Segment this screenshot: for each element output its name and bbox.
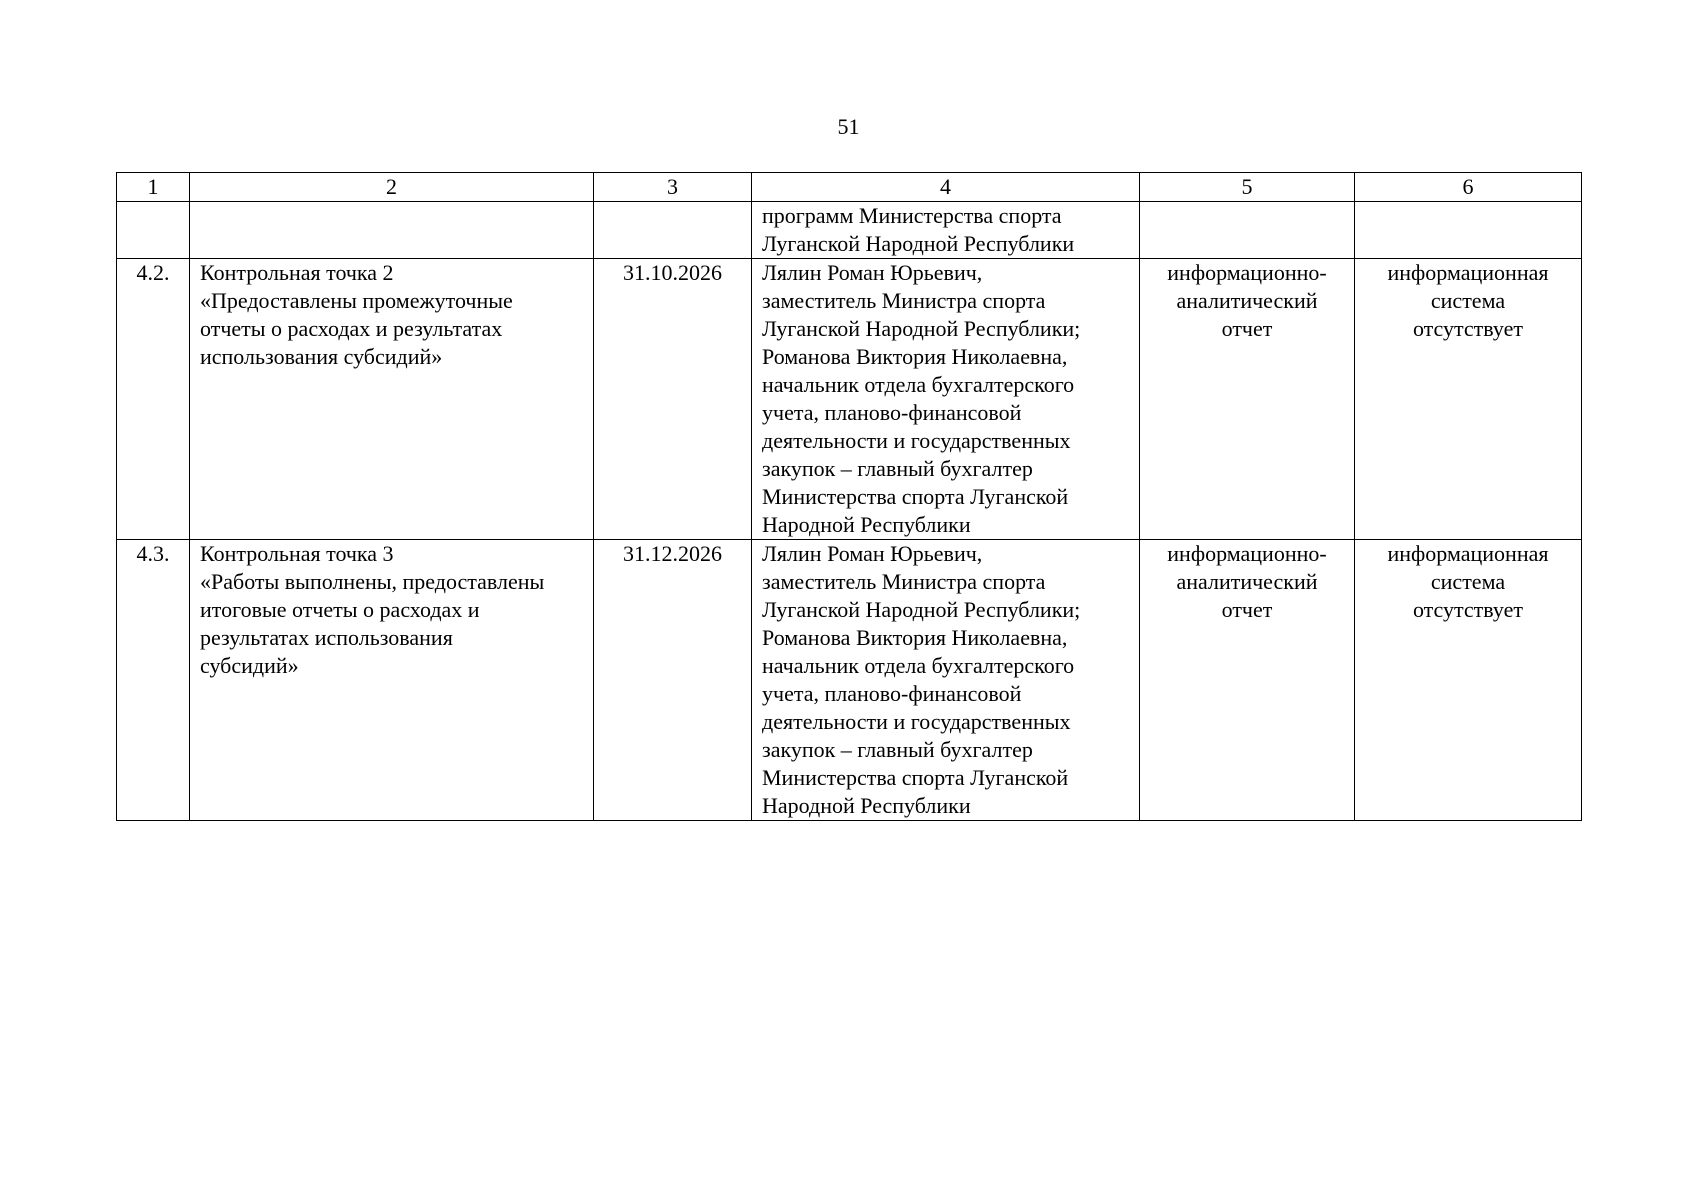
cell-responsible-line: учета, планово-финансовой — [762, 400, 1022, 425]
cell-info-system-line: отсутствует — [1412, 316, 1524, 341]
column-header-2: 2 — [190, 173, 594, 202]
cell-date — [594, 202, 752, 259]
cell-info-system-line: отсутствует — [1412, 597, 1524, 622]
cell-number: 4.2. — [117, 259, 190, 540]
cell-responsible — [752, 259, 1140, 540]
column-header-5: 5 — [1140, 173, 1355, 202]
cell-control-point-line: Контрольная точка 3 — [200, 541, 394, 566]
table-row — [117, 540, 1582, 821]
cell-control-point-line: результатах использования — [200, 625, 453, 650]
cell-number — [117, 202, 190, 259]
column-header-4: 4 — [752, 173, 1140, 202]
cell-responsible — [752, 202, 1140, 259]
cell-document-type-line: аналитический — [1176, 288, 1318, 313]
cell-responsible — [752, 540, 1140, 821]
cell-responsible-line: учета, планово-финансовой — [762, 681, 1022, 706]
column-header-6: 6 — [1355, 173, 1582, 202]
cell-info-system — [1355, 259, 1582, 540]
cell-control-point-line: «Работы выполнены, предоставлены — [200, 569, 545, 594]
cell-responsible-line: Народной Республики — [762, 793, 971, 818]
cell-document-type-line: отчет — [1221, 316, 1273, 341]
control-points-table — [116, 172, 1582, 821]
cell-document-type — [1140, 259, 1355, 540]
column-header-1: 1 — [117, 173, 190, 202]
cell-responsible-line: заместитель Министра спорта — [762, 288, 1046, 313]
cell-responsible-line: Романова Виктория Николаевна, — [762, 344, 1068, 369]
cell-info-system — [1355, 540, 1582, 821]
cell-control-point-line: отчеты о расходах и результатах — [200, 316, 503, 341]
cell-responsible-line: Лялин Роман Юрьевич, — [762, 541, 983, 566]
cell-responsible-line: закупок – главный бухгалтер — [762, 737, 1033, 762]
cell-document-type-line: информационно- — [1167, 541, 1327, 566]
table-row — [117, 202, 1582, 259]
table-body — [117, 202, 1582, 821]
cell-number: 4.3. — [117, 540, 190, 821]
cell-info-system-line: информационная — [1387, 541, 1549, 566]
cell-control-point-line: «Предоставлены промежуточные — [200, 288, 513, 313]
cell-info-system-line: информационная — [1387, 260, 1549, 285]
cell-responsible-line: программ Министерства спорта — [762, 203, 1062, 228]
cell-document-type-line: отчет — [1221, 597, 1273, 622]
cell-document-type — [1140, 202, 1355, 259]
cell-info-system-line: система — [1430, 569, 1506, 594]
cell-responsible-line: Лялин Роман Юрьевич, — [762, 260, 983, 285]
cell-responsible-line: Народной Республики — [762, 512, 971, 537]
cell-document-type-line: информационно- — [1167, 260, 1327, 285]
cell-responsible-line: начальник отдела бухгалтерского — [762, 653, 1075, 678]
cell-responsible-line: деятельности и государственных — [762, 428, 1071, 453]
cell-responsible-line: закупок – главный бухгалтер — [762, 456, 1033, 481]
cell-responsible-line: Луганской Народной Республики; — [762, 316, 1081, 341]
cell-document-type — [1140, 540, 1355, 821]
cell-responsible-line: Романова Виктория Николаевна, — [762, 625, 1068, 650]
column-header-3: 3 — [594, 173, 752, 202]
cell-info-system-line: система — [1430, 288, 1506, 313]
cell-document-type-line: аналитический — [1176, 569, 1318, 594]
cell-control-point — [190, 202, 594, 259]
table-header-row — [117, 173, 1582, 202]
cell-responsible-line: Луганской Народной Республики; — [762, 597, 1081, 622]
cell-responsible-line: Министерства спорта Луганской — [762, 765, 1069, 790]
cell-date: 31.12.2026 — [594, 540, 752, 821]
cell-info-system — [1355, 202, 1582, 259]
cell-responsible-line: Министерства спорта Луганской — [762, 484, 1069, 509]
cell-control-point — [190, 259, 594, 540]
cell-responsible-line: заместитель Министра спорта — [762, 569, 1046, 594]
cell-responsible-line: Луганской Народной Республики — [762, 231, 1075, 256]
cell-responsible-line: деятельности и государственных — [762, 709, 1071, 734]
cell-control-point-line: субсидий» — [200, 653, 299, 678]
cell-date: 31.10.2026 — [594, 259, 752, 540]
cell-control-point — [190, 540, 594, 821]
cell-control-point-line: итоговые отчеты о расходах и — [200, 597, 480, 622]
cell-control-point-line: Контрольная точка 2 — [200, 260, 394, 285]
table-row — [117, 259, 1582, 540]
cell-control-point-line: использования субсидий» — [200, 344, 443, 369]
cell-responsible-line: начальник отдела бухгалтерского — [762, 372, 1075, 397]
page-number: 51 — [837, 114, 860, 139]
